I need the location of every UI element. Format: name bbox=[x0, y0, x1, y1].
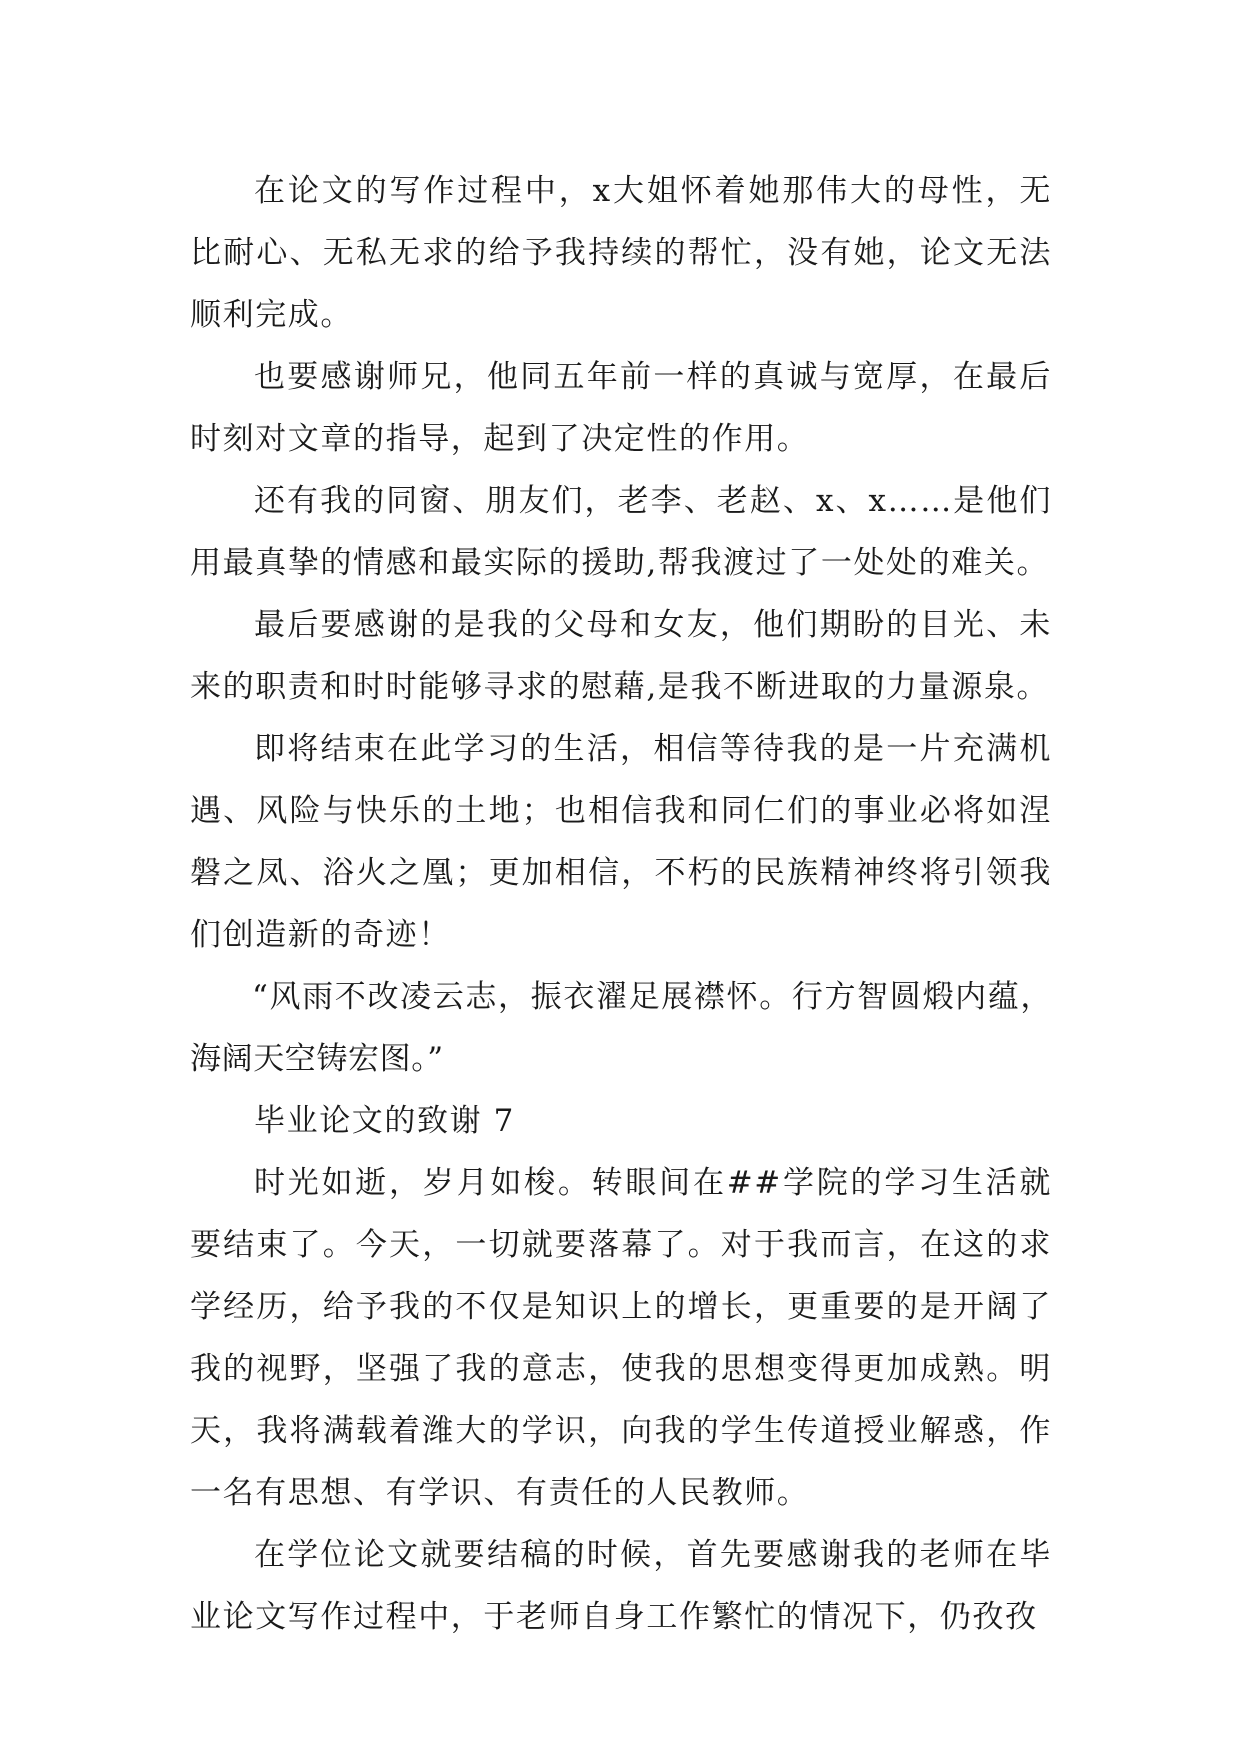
paragraph-xdajie: 在论文的写作过程中，x大姐怀着她那伟大的母性，无比耐心、无私无求的给予我持续的帮忙，没有她，论文无法顺利完成。 bbox=[190, 173, 1052, 333]
paragraph-quote: “风雨不改凌云志，振衣濯足展襟怀。行方智圆煅内蕴，海阔天空铸宏图。” bbox=[190, 979, 1052, 1077]
paragraph-shixiong: 也要感谢师兄，他同五年前一样的真诚与宽厚，在最后时刻对文章的指导，起到了决定性的作用。 bbox=[190, 359, 1052, 457]
paragraph-thanks-teacher: 在学位论文就要结稿的时候，首先要感谢我的老师在毕业论文写作过程中，于老师自身工作繁忙的情况下，仍孜孜 bbox=[190, 1537, 1052, 1635]
document-body bbox=[190, 160, 1052, 1648]
section-heading: 毕业论文的致谢 7 bbox=[254, 1103, 515, 1139]
paragraph-time-flies: 时光如逝，岁月如梭。转眼间在##学院的学习生活就要结束了。今天，一切就要落幕了。对于我而言，在这的求学经历，给予我的不仅是知识上的增长，更重要的是开阔了我的视野，坚强了我的意志，使我的思想变得更加成熟。明天，我将满载着潍大的学识，向我的学生传道授业解惑，作一名有思想、有学识、有责任的人民教师。 bbox=[190, 1165, 1052, 1511]
paragraph-parents: 最后要感谢的是我的父母和女友，他们期盼的目光、未来的职责和时时能够寻求的慰藉,是我不断进取的力量源泉。 bbox=[190, 607, 1052, 705]
paragraph-classmates: 还有我的同窗、朋友们，老李、老赵、x、x……是他们用最真挚的情感和最实际的援助,帮我渡过了一处处的难关。 bbox=[190, 483, 1052, 581]
paragraph-future: 即将结束在此学习的生活，相信等待我的是一片充满机遇、风险与快乐的土地；也相信我和同仁们的事业必将如涅磐之凤、浴火之凰；更加相信，不朽的民族精神终将引领我们创造新的奇迹！ bbox=[190, 731, 1052, 953]
